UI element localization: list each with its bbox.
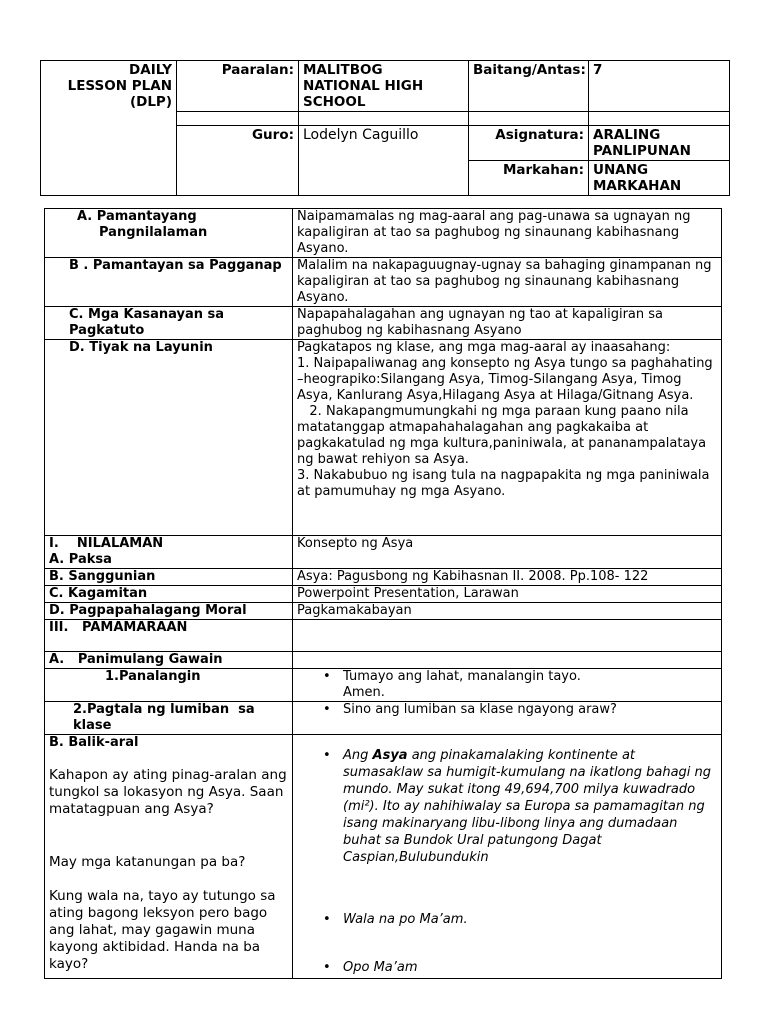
answer-1-post: ang pinakamalaking kontinente at sumasaklaw sa humigit-kumulang na ikatlong bahagi ng mundo. May sukat itong 49,694,700 milya kuwadrado (mi²). Ito ay nahihiwalay sa Europa sa pamamagitan ng isang makinaryang libu-libong linya ang dumadaan buhat sa Bundok Ural patungong Dagat Caspian,Bulubundukin bbox=[343, 748, 712, 865]
layunin-item-3: 3. Nakabubuo ng isang tula na nagpapakita ng mga paniniwala at pamumuhay ng mga Asyano. bbox=[297, 468, 710, 499]
pamantayan-pagganap-text: Malalim na nakapaguugnay-ugnay sa bahaging ginampanan ng kapaligiran at tao sa paghubog ng sinaunang kabihasnang Asyano. bbox=[293, 258, 722, 307]
sanggunian-value: Asya: Pagusbong ng Kabihasnan II. 2008. Pp.108- 122 bbox=[293, 569, 722, 586]
layunin-item-1: 1. Naipapaliwanag ang konsepto ng Asya tungo sa paghahating –heograpiko:Silangang Asya, Timog-Silangang Asya, Timog Asya, Kanlurang Asya,Hilagang Asya at Hilaga/Gitnang Asya. bbox=[297, 356, 713, 403]
c-label-line1: C. Mga Kasanayan sa bbox=[69, 307, 225, 322]
kagamitan-label: C. Kagamitan bbox=[45, 586, 293, 603]
dlp-title-line2: LESSON PLAN bbox=[67, 78, 172, 94]
kasanayan-label bbox=[45, 307, 293, 340]
baitang-value: 7 bbox=[589, 61, 730, 112]
tiyak-na-layunin-label: D. Tiyak na Layunin bbox=[45, 340, 293, 536]
layunin-item-2: 2. Nakapangmumungkahi ng mga paraan kung paano nila matatanggap atmapahahalagahan ang pagkakaiba at pagkakatulad ng mga kultura,paniniwala, at pananampalataya ng bawat rehiyon sa Asya. bbox=[297, 404, 711, 467]
paaralan-value-line1: MALITBOG bbox=[303, 62, 383, 78]
panimula-label: A. Panimulang Gawain bbox=[45, 652, 293, 669]
panalangin-row bbox=[45, 669, 722, 702]
pamantayang-pangnilalaman-text: Naipamamalas ng mag-aaral ang pag-unawa sa ugnayan ng kapaligiran at tao sa paghubog ng sinaunang kabihasnang Asyano. bbox=[293, 209, 722, 258]
nilalaman-heading: I. NILALAMAN bbox=[49, 536, 164, 551]
dlp-title bbox=[41, 61, 177, 196]
sanggunian-row bbox=[45, 569, 722, 586]
kasanayan-text: Napapahalagahan ang ugnayan ng tao at kapaligiran sa paghubog ng kabihasnang Asyano bbox=[293, 307, 722, 340]
a-label-line1: A. Pamantayang bbox=[77, 209, 197, 224]
empty-cell bbox=[177, 112, 299, 126]
empty-cell bbox=[469, 112, 589, 126]
pagtala-label: 2.Pagtala ng lumiban sa klase bbox=[45, 702, 293, 735]
kagamitan-row bbox=[45, 586, 722, 603]
paaralan-label: Paaralan: bbox=[177, 61, 299, 112]
paksa-label: A. Paksa bbox=[49, 552, 112, 567]
pamamaraan-row bbox=[45, 620, 722, 652]
list-item: • Sino ang lumiban sa klase ngayong araw? bbox=[343, 702, 717, 718]
markahan-label: Markahan: bbox=[469, 161, 589, 196]
sanggunian-label: B. Sanggunian bbox=[45, 569, 293, 586]
markahan-value bbox=[589, 161, 730, 196]
balik-aral-label: B. Balik-aral bbox=[49, 735, 139, 750]
panalangin-line1: • Tumayo ang lahat, manalangin tayo. bbox=[343, 669, 581, 684]
tiyak-na-layunin-row bbox=[45, 340, 722, 536]
moral-row bbox=[45, 603, 722, 620]
header-table bbox=[40, 60, 730, 196]
empty-cell bbox=[299, 112, 469, 126]
panimula-row bbox=[45, 652, 722, 669]
guro-label: Guro: bbox=[177, 126, 299, 196]
list-item bbox=[343, 747, 717, 866]
paaralan-value-line3: SCHOOL bbox=[303, 94, 366, 110]
list-item bbox=[343, 669, 717, 701]
handa-question: Kung wala na, tayo ay tutungo sa ating bagong leksyon pero bago ang lahat, may gagawin muna kayong aktibidad. Handa na ba kayo? bbox=[49, 888, 276, 972]
pamantayan-pagganap-row bbox=[45, 258, 722, 307]
panalangin-text bbox=[293, 669, 722, 702]
asignatura-value bbox=[589, 126, 730, 161]
panalangin-line2: Amen. bbox=[343, 685, 385, 700]
tiyak-na-layunin-text bbox=[293, 340, 722, 536]
panalangin-label: 1.Panalangin bbox=[45, 669, 293, 702]
pagtala-text bbox=[293, 702, 722, 735]
nilalaman-label bbox=[45, 536, 293, 569]
baitang-label: Baitang/Antas: bbox=[469, 61, 589, 112]
kagamitan-value: Powerpoint Presentation, Larawan bbox=[293, 586, 722, 603]
answer-1-pre: Ang bbox=[343, 748, 373, 763]
list-item: • Opo Ma’am bbox=[343, 960, 717, 976]
paaralan-value bbox=[299, 61, 469, 112]
balik-aral-question: Kahapon ay ating pinag-aralan ang tungkol sa lokasyon ng Asya. Saan matatagpuan ang Asya? bbox=[49, 767, 287, 817]
a-label-line2: Pangnilalaman bbox=[99, 225, 208, 240]
list-item: • Wala na po Ma’am. bbox=[343, 912, 717, 928]
kasanayan-row bbox=[45, 307, 722, 340]
nilalaman-row bbox=[45, 536, 722, 569]
empty-cell bbox=[293, 620, 722, 652]
balik-aral-answers bbox=[293, 735, 722, 979]
katanungan-question: May mga katanungan pa ba? bbox=[49, 854, 246, 870]
pamantayan-pagganap-label: B . Pamantayan sa Pagganap bbox=[45, 258, 293, 307]
markahan-value-line1: UNANG bbox=[593, 162, 649, 178]
asignatura-value-line1: ARALING bbox=[593, 127, 661, 143]
dlp-title-line3: (DLP) bbox=[129, 94, 172, 110]
moral-label: D. Pagpapahalagang Moral bbox=[45, 603, 293, 620]
layunin-intro: Pagkatapos ng klase, ang mga mag-aaral ay inaasahang: bbox=[297, 340, 671, 355]
markahan-value-line2: MARKAHAN bbox=[593, 178, 682, 194]
dlp-title-line1: DAILY bbox=[129, 62, 172, 78]
pamantayang-pangnilalaman-row bbox=[45, 209, 722, 258]
empty-cell bbox=[293, 652, 722, 669]
c-label-line2: Pagkatuto bbox=[69, 323, 145, 338]
moral-value: Pagkamakabayan bbox=[293, 603, 722, 620]
paksa-value: Konsepto ng Asya bbox=[293, 536, 722, 569]
answer-1-bold: Asya bbox=[372, 748, 408, 763]
balik-aral-row bbox=[45, 735, 722, 979]
empty-cell bbox=[589, 112, 730, 126]
pamamaraan-label: III. PAMAMARAAN bbox=[45, 620, 293, 652]
lesson-plan-table bbox=[44, 208, 722, 979]
pagtala-row bbox=[45, 702, 722, 735]
asignatura-label: Asignatura: bbox=[469, 126, 589, 161]
paaralan-value-line2: NATIONAL HIGH bbox=[303, 78, 424, 94]
balik-aral-cell bbox=[45, 735, 293, 979]
asignatura-value-line2: PANLIPUNAN bbox=[593, 143, 691, 159]
guro-value: Lodelyn Caguillo bbox=[299, 126, 469, 196]
pamantayang-pangnilalaman-label bbox=[45, 209, 293, 258]
